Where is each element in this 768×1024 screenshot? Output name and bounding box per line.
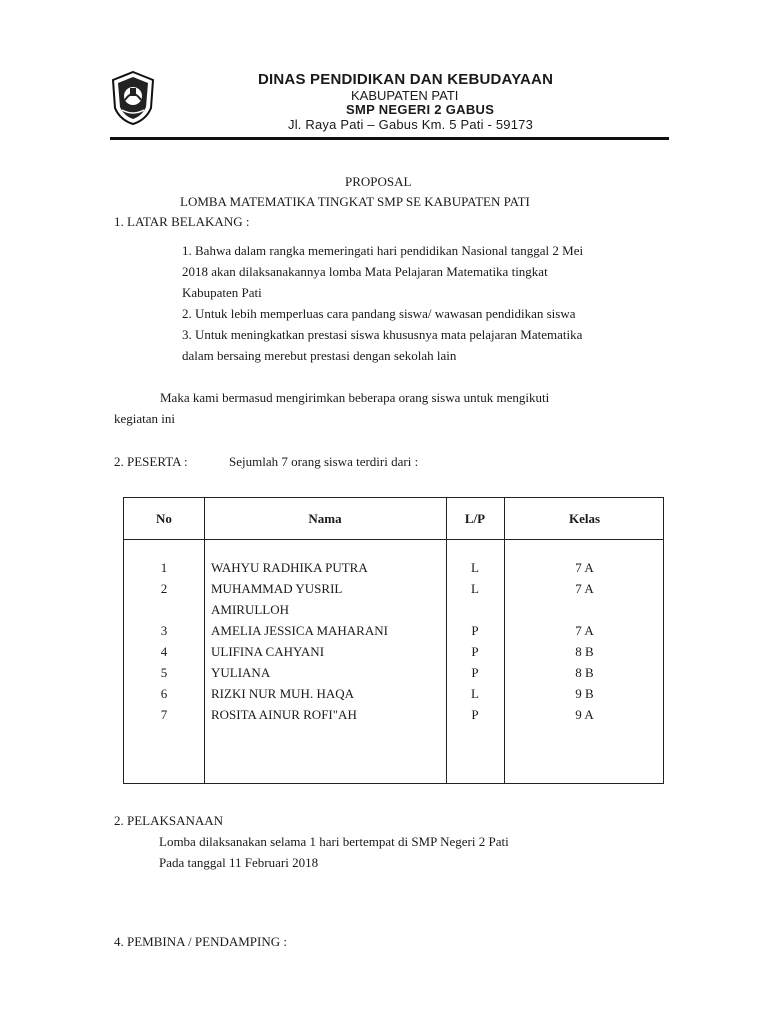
latar-line: 3. Untuk meningkatkan prestasi siswa khususnya mata pelajaran Matematika xyxy=(182,327,583,342)
document-title: PROPOSAL xyxy=(345,174,412,189)
table-cell-nama: ROSITA AINUR ROFI"AH xyxy=(211,707,357,722)
table-cell-nama: YULIANA xyxy=(211,665,271,680)
table-cell-lp: L xyxy=(471,581,479,596)
table-cell-no: 5 xyxy=(160,665,168,680)
intro-paragraph: Maka kami bermasud mengirimkan beberapa orang siswa untuk mengikuti xyxy=(160,390,550,405)
table-cell-nama: MUHAMMAD YUSRIL xyxy=(211,581,343,596)
section-heading-peserta: 2. PESERTA : xyxy=(114,454,188,469)
section-heading-pembina: 4. PEMBINA / PENDAMPING : xyxy=(114,934,287,949)
table-header-no: No xyxy=(156,511,172,526)
peserta-description: Sejumlah 7 orang siswa terdiri dari : xyxy=(229,454,419,469)
latar-line: 2. Untuk lebih memperluas cara pandang siswa/ wawasan pendidikan siswa xyxy=(182,306,576,321)
table-cell-lp: P xyxy=(471,707,479,722)
table-cell-lp: L xyxy=(471,686,479,701)
table-cell-kelas: 8 B xyxy=(575,644,594,659)
document-subtitle: LOMBA MATEMATIKA TINGKAT SMP SE KABUPATEN PATI xyxy=(180,194,530,209)
table-column-divider xyxy=(504,498,505,783)
table-cell-no: 1 xyxy=(160,560,168,575)
school-address: Jl. Raya Pati – Gabus Km. 5 Pati - 59173 xyxy=(288,117,534,132)
intro-paragraph-cont: kegiatan ini xyxy=(114,411,176,426)
table-cell-lp: P xyxy=(471,644,479,659)
school-name: SMP NEGERI 2 GABUS xyxy=(346,102,495,117)
table-cell-no: 2 xyxy=(160,581,168,596)
pelaksanaan-line: Lomba dilaksanakan selama 1 hari bertempat di SMP Negeri 2 Pati xyxy=(159,834,509,849)
table-header-divider xyxy=(124,539,663,540)
table-cell-nama: RIZKI NUR MUH. HAQA xyxy=(211,686,354,701)
table-cell-nama: AMELIA JESSICA MAHARANI xyxy=(211,623,388,638)
latar-line: Kabupaten Pati xyxy=(182,285,262,300)
table-cell-no: 3 xyxy=(160,623,168,638)
regency-name: KABUPATEN PATI xyxy=(351,88,459,103)
table-cell-lp: P xyxy=(471,623,479,638)
table-cell-kelas: 8 B xyxy=(575,665,594,680)
section-heading-pelaksanaan: 2. PELAKSANAAN xyxy=(114,813,224,828)
latar-line: 2018 akan dilaksanakannya lomba Mata Pelajaran Matematika tingkat xyxy=(182,264,548,279)
table-cell-no: 7 xyxy=(160,707,168,722)
org-name: DINAS PENDIDIKAN DAN KEBUDAYAAN xyxy=(258,71,554,88)
header-divider xyxy=(110,137,669,140)
table-cell-no: 4 xyxy=(160,644,168,659)
latar-line: dalam bersaing merebut prestasi dengan sekolah lain xyxy=(182,348,457,363)
table-cell-kelas: 7 A xyxy=(575,623,594,638)
table-cell-nama: ULIFINA CAHYANI xyxy=(211,644,325,659)
table-cell-kelas: 7 A xyxy=(575,581,594,596)
table-cell-kelas: 9 A xyxy=(575,707,594,722)
table-column-divider xyxy=(204,498,205,783)
regency-emblem-icon xyxy=(110,70,156,126)
table-cell-no: 6 xyxy=(160,686,168,701)
table-header-lp: L/P xyxy=(464,511,486,526)
table-cell-lp: P xyxy=(471,665,479,680)
table-header-nama: Nama xyxy=(308,511,342,526)
table-cell-nama: WAHYU RADHIKA PUTRA xyxy=(211,560,368,575)
table-header-kelas: Kelas xyxy=(568,511,601,526)
table-column-divider xyxy=(446,498,447,783)
latar-line: 1. Bahwa dalam rangka memeringati hari pendidikan Nasional tanggal 2 Mei xyxy=(182,243,584,258)
participants-table xyxy=(123,497,664,784)
table-cell-kelas: 7 A xyxy=(575,560,594,575)
section-heading-latar-belakang: 1. LATAR BELAKANG : xyxy=(114,214,250,229)
table-cell-kelas: 9 B xyxy=(575,686,594,701)
table-cell-lp: L xyxy=(471,560,479,575)
table-cell-nama-cont: AMIRULLOH xyxy=(211,602,289,617)
pelaksanaan-line: Pada tanggal 11 Februari 2018 xyxy=(159,855,319,870)
